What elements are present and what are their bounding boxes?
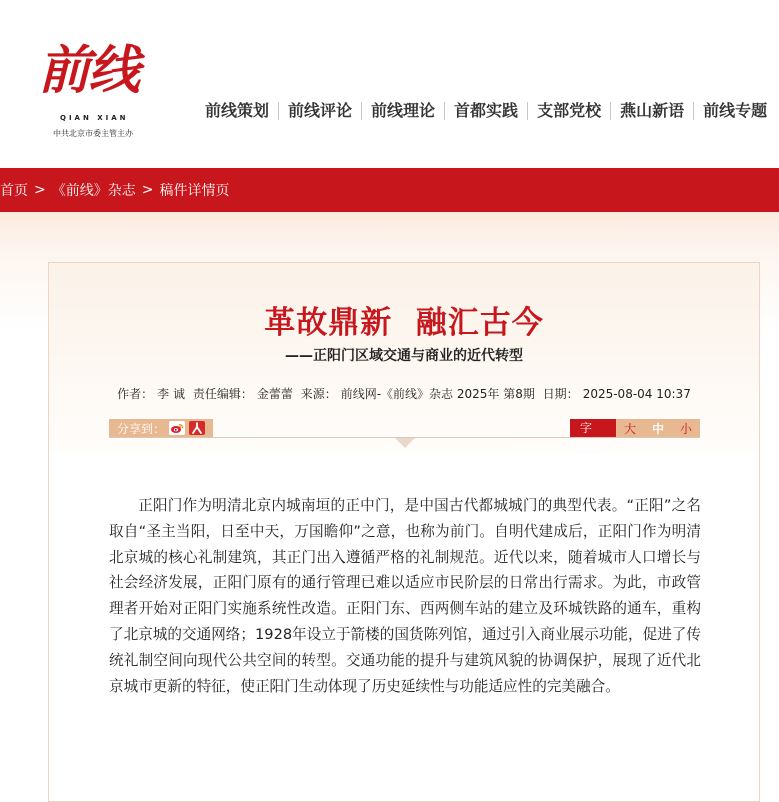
author: 李 诚 [157, 387, 185, 401]
share-toolbar [109, 419, 700, 453]
font-size-selector [570, 419, 700, 453]
people-icon[interactable] [189, 421, 205, 435]
date: 2025-08-04 10:37 [582, 387, 691, 401]
nav-item-capital-practice[interactable]: 首都实践 [444, 102, 527, 120]
divider-pointer [395, 438, 415, 448]
breadcrumb-current: 稿件详情页 [159, 183, 230, 199]
article-card [48, 262, 760, 802]
share-label: 分享到： [117, 421, 166, 436]
editor: 金蕾蕾 [256, 387, 293, 401]
nav-item-commentary[interactable]: 前线评论 [278, 102, 361, 120]
nav-item-party-school[interactable]: 支部党校 [527, 102, 610, 120]
article-subtitle: ——正阳门区域交通与商业的近代转型 [285, 348, 523, 364]
main-nav [202, 99, 776, 123]
breadcrumb-separator: > [34, 182, 46, 198]
article-meta [49, 385, 759, 402]
breadcrumb-home[interactable]: 首页 [0, 183, 28, 199]
source: 前线网-《前线》杂志 2025年 第8期 [340, 387, 535, 401]
breadcrumb [0, 168, 779, 212]
font-size-label: 字体： [570, 419, 616, 437]
author-label: 作者： [117, 387, 154, 401]
breadcrumb-separator: > [141, 182, 154, 198]
share-box [109, 419, 213, 437]
article-title: 革故鼎新 融汇古今 [264, 305, 544, 341]
nav-item-yanshan[interactable]: 燕山新语 [610, 102, 693, 120]
nav-item-planning[interactable]: 前线策划 [205, 101, 270, 120]
source-label: 来源： [300, 387, 337, 401]
site-header [0, 0, 779, 168]
nav-item-theory[interactable]: 前线理论 [361, 102, 444, 120]
weibo-icon[interactable] [169, 421, 185, 435]
editor-label: 责任编辑： [192, 387, 253, 401]
font-size-small[interactable]: 小 [679, 421, 692, 436]
breadcrumb-magazine[interactable]: 《前线》杂志 [51, 183, 136, 199]
font-size-medium[interactable]: 中 [651, 421, 664, 436]
logo-title: 前线 [38, 40, 139, 101]
site-logo[interactable] [38, 36, 156, 140]
font-size-large[interactable]: 大 [623, 421, 636, 436]
logo-subtitle: 中共北京市委主管主办 [53, 129, 133, 138]
date-label: 日期： [542, 387, 579, 401]
nav-item-special[interactable]: 前线专题 [693, 102, 776, 120]
article-body: 正阳门作为明清北京内城南垣的正中门，是中国古代都城城门的典型代表。“正阳”之名取自“圣主当阳，日至中天，万国瞻仰”之意，也称为前门。自明代建成后，正阳门作为明清北京城的核心礼制建筑，其正门出入遵循严格的礼制规范。近代以来，随着城市人口增长与社会经济发展，正阳门原有的通行管理已难以适应市民阶层的日常出行需求。为此，市政管理者开始对正阳门实施系统性改造。正阳门东、西两侧车站的建立及环城铁路的通车，重构了北京城的交通网络；1928年设立于箭楼的国货陈列馆，通过引入商业展示功能，促进了传统礼制空间向现代公共空间的转型。交通功能的提升与建筑风貌的协调保护，展现了近代北京城市更新的特征，使正阳门生动体现了历史延续性与功能适应性的完美融合。 [109, 497, 701, 695]
logo-pinyin: QIAN XIAN [60, 114, 129, 122]
